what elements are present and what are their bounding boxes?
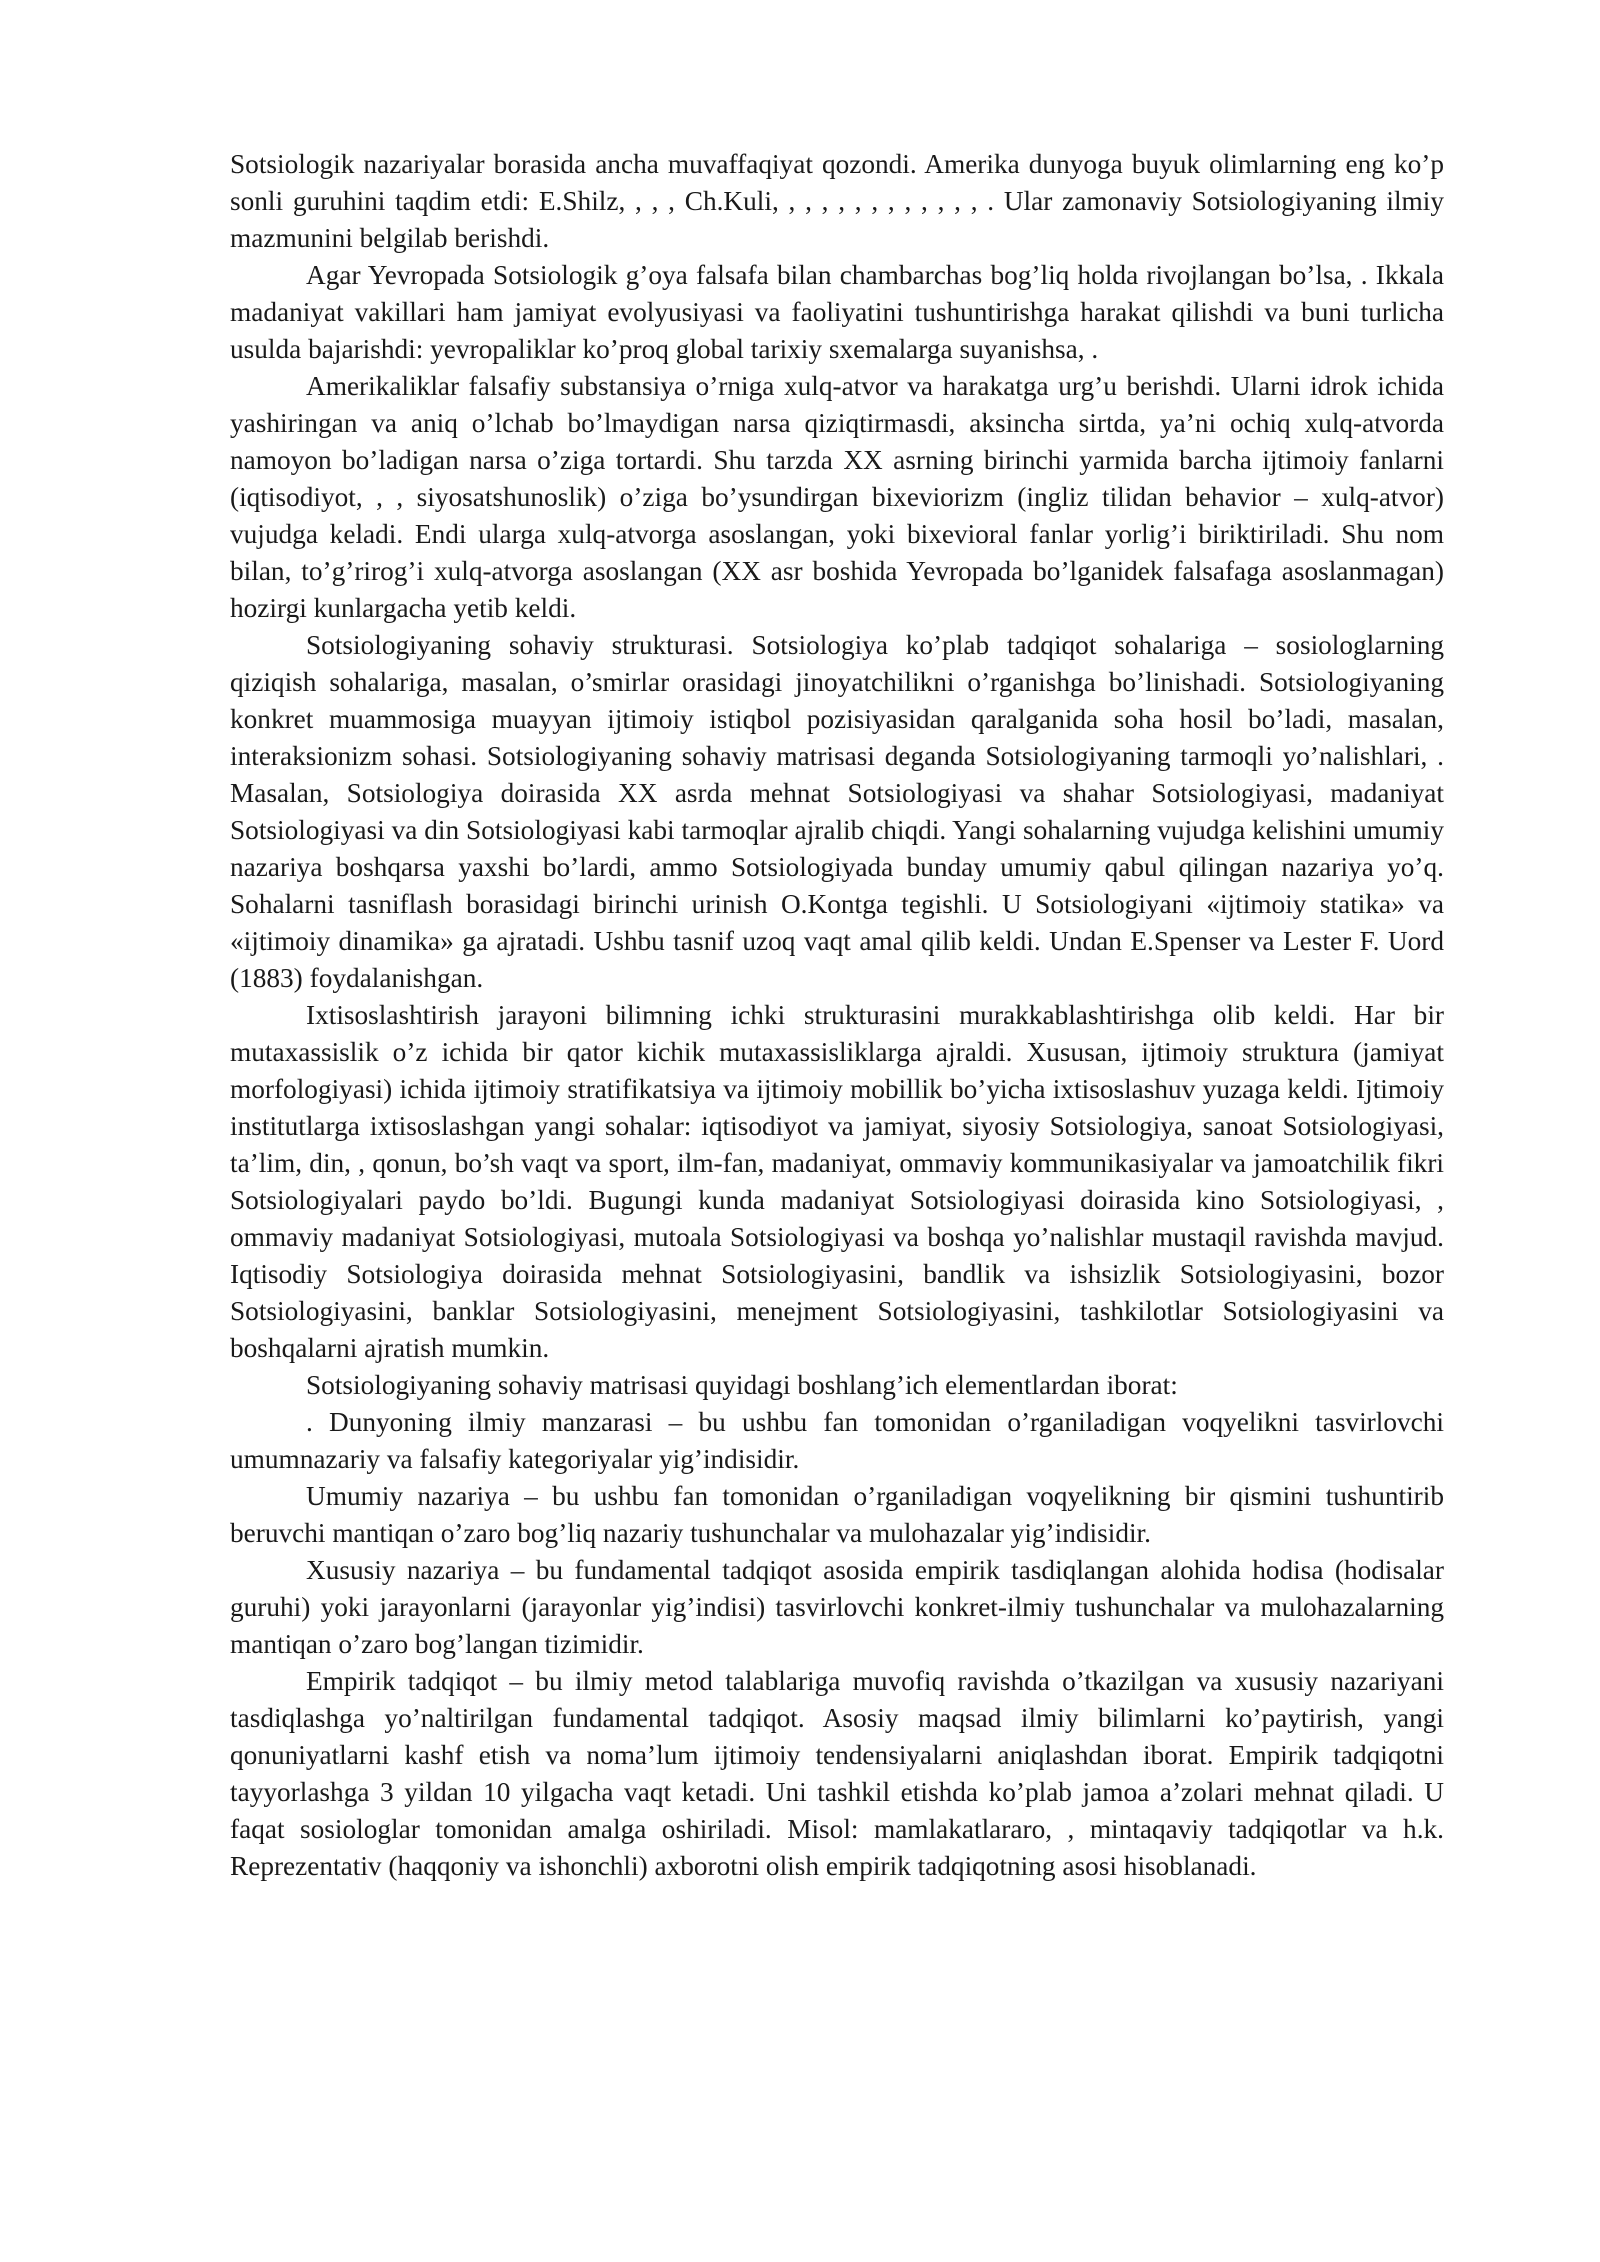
paragraph-scientific-picture: . Dunyoning ilmiy manzarasi – bu ushbu fan tomonidan o’rganiladigan voqyelikni tasvirlovchi umumnazariy va falsafiy kategoriyalar yig’indisidir. bbox=[230, 1407, 1444, 1474]
paragraph-sectoral-structure: Sotsiologiyaning sohaviy strukturasi. Sotsiologiya ko’plab tadqiqot sohalariga – sosiologlarning qiziqish sohalariga, masalan, o’smirlar orasidagi jinoyatchilikni o’rganishga bo’linishadi. Sotsiologiyaning konkret muammosiga muayyan ijtimoiy istiqbol pozisiyasidan qaralganida soha hosil bo’ladi, masalan, interaksionizm sohasi. Sotsiologiyaning sohaviy matrisasi deganda Sotsiologiyaning tarmoqli yo’nalishlari, . Masalan, Sotsiologiya doirasida XX asrda mehnat Sotsiologiyasi va shahar Sotsiologiyasi, madaniyat Sotsiologiyasi va din Sotsiologiyasi kabi tarmoqlar ajralib chiqdi. Yangi sohalarning vujudga kelishini umumiy nazariya boshqarsa yaxshi bo’lardi, ammo Sotsiologiyada bunday umumiy qabul qilingan nazariya yo’q. Sohalarni tasniflash borasidagi birinchi urinish O.Kontga tegishli. U Sotsiologiyani «ijtimoiy statika» va «ijtimoiy dinamika» ga ajratadi. Ushbu tasnif uzoq vaqt amal qilib keldi. Undan E.Spenser va Lester F. Uord (1883) foydalanishgan. bbox=[230, 630, 1444, 993]
paragraph-american-sociology: Sotsiologik nazariyalar borasida ancha muvaffaqiyat qozondi. Amerika dunyoga buyuk olimlarning eng ko’p sonli guruhini taqdim etdi: E.Shilz, , , , Ch.Kuli, , , , , , , , , , , , , . Ular zamonaviy Sotsiologiyaning ilmiy mazmunini belgilab berishdi. bbox=[230, 149, 1444, 253]
paragraph-general-theory: Umumiy nazariya – bu ushbu fan tomonidan o’rganiladigan voqyelikning bir qismini tushuntirib beruvchi mantiqan o’zaro bog’liq nazariy tushunchalar va mulohazalar yig’indisidir. bbox=[230, 1481, 1444, 1548]
paragraph-specialization: Ixtisoslashtirish jarayoni bilimning ichki strukturasini murakkablashtirishga olib keldi. Har bir mutaxassislik o’z ichida bir qator kichik mutaxassisliklarga ajraldi. Xususan, ijtimoiy struktura (jamiyat morfologiyasi) ichida ijtimoiy stratifikatsiya va ijtimoiy mobillik bo’yicha ixtisoslashuv yuzaga keldi. Ijtimoiy institutlarga ixtisoslashgan yangi sohalar: iqtisodiyot va jamiyat, siyosiy Sotsiologiya, sanoat Sotsiologiyasi, ta’lim, din, , qonun, bo’sh vaqt va sport, ilm-fan, madaniyat, ommaviy kommunikasiyalar va jamoatchilik fikri Sotsiologiyalari paydo bo’ldi. Bugungi kunda madaniyat Sotsiologiyasi doirasida kino Sotsiologiyasi, , ommaviy madaniyat Sotsiologiyasi, mutoala Sotsiologiyasi va boshqa yo’nalishlar mustaqil ravishda mavjud. Iqtisodiy Sotsiologiya doirasida mehnat Sotsiologiyasini, bandlik va ishsizlik Sotsiologiyasini, bozor Sotsiologiyasini, banklar Sotsiologiyasini, menejment Sotsiologiyasini, tashkilotlar Sotsiologiyasini va boshqalarni ajratish mumkin. bbox=[230, 1000, 1444, 1363]
paragraph-europe-vs-america: Agar Yevropada Sotsiologik g’oya falsafa bilan chambarchas bog’liq holda rivojlangan bo’lsa, . Ikkala madaniyat vakillari ham jamiyat evolyusiyasi va faoliyatini tushuntirishga harakat qilishdi va buni turlicha usulda bajarishdi: yevropaliklar ko’proq global tarixiy sxemalarga suyanishsa, . bbox=[230, 260, 1444, 364]
paragraph-particular-theory: Xususiy nazariya – bu fundamental tadqiqot asosida empirik tasdiqlangan alohida hodisa (hodisalar guruhi) yoki jarayonlarni (jarayonlar yig’indisi) tasvirlovchi konkret-ilmiy tushunchalar va mulohazalarning mantiqan o’zaro bog’langan tizimidir. bbox=[230, 1555, 1444, 1659]
paragraph-empirical-research: Empirik tadqiqot – bu ilmiy metod talablariga muvofiq ravishda o’tkazilgan va xususiy nazariyani tasdiqlashga yo’naltirilgan fundamental tadqiqot. Asosiy maqsad ilmiy bilimlarni ko’paytirish, yangi qonuniyatlarni kashf etish va noma’lum ijtimoiy tendensiyalarni aniqlashdan iborat. Empirik tadqiqotni tayyorlashga 3 yildan 10 yilgacha vaqt ketadi. Uni tashkil etishda ko’plab jamoa a’zolari mehnat qiladi. U faqat sosiologlar tomonidan amalga oshiriladi. Misol: mamlakatlararo, , mintaqaviy tadqiqotlar va h.k. Reprezentativ (haqqoniy va ishonchli) axborotni olish empirik tadqiqotning asosi hisoblanadi. bbox=[230, 1666, 1444, 1881]
document-page bbox=[230, 146, 1444, 1885]
paragraph-behaviorism: Amerikaliklar falsafiy substansiya o’rniga xulq-atvor va harakatga urg’u berishdi. Ularni idrok ichida yashiringan va aniq o’lchab bo’lmaydigan narsa qiziqtirmasdi, aksincha sirtda, ya’ni ochiq xulq-atvorda namoyon bo’ladigan narsa o’ziga tortardi. Shu tarzda XX asrning birinchi yarmida barcha ijtimoiy fanlarni (iqtisodiyot, , , siyosatshunoslik) o’ziga bo’ysundirgan bixeviorizm (ingliz tilidan behavior – xulq-atvor) vujudga keladi. Endi ularga xulq-atvorga asoslangan, yoki bixevioral fanlar yorlig’i biriktiriladi. Shu nom bilan, to’g’rirog’i xulq-atvorga asoslangan (XX asr boshida Yevropada bo’lganidek falsafaga asoslanmagan) hozirgi kunlargacha yetib keldi. bbox=[230, 371, 1444, 623]
paragraph-matrix-intro: Sotsiologiyaning sohaviy matrisasi quyidagi boshlang’ich elementlardan iborat: bbox=[306, 1370, 1178, 1400]
